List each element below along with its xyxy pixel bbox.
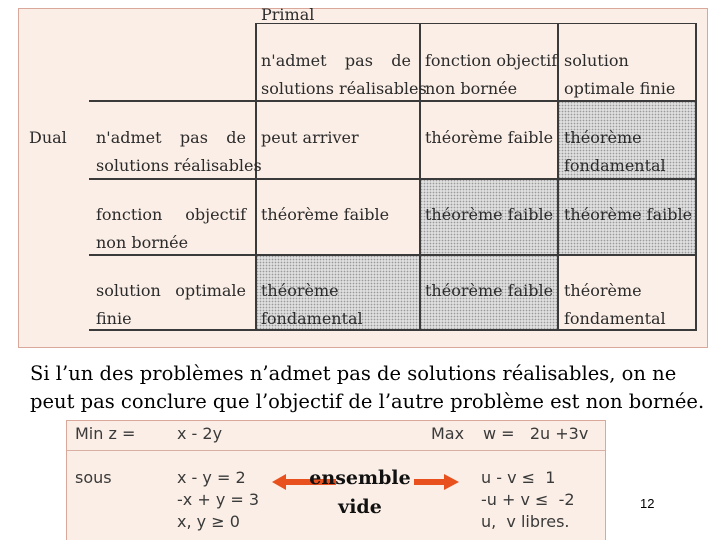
primal-constraint-3: x, y ≥ 0	[177, 512, 240, 531]
dual-row-optimal-l1: solution optimale	[96, 281, 246, 300]
min-label: Min z =	[75, 424, 136, 443]
dual-constraint-3: u, v libres.	[481, 512, 570, 531]
primal-header-unbounded-l2: non bornée	[425, 79, 518, 98]
empty-set-line-2: vide	[338, 496, 382, 518]
primal-header-infeasible-l1: n'admet pas de	[261, 51, 411, 70]
dual-row-optimal-l2: finie	[96, 309, 132, 328]
max-expression: w = 2u +3v	[483, 424, 589, 443]
cell-r2-c3: théorème faible	[564, 205, 693, 224]
example-divider	[67, 450, 605, 451]
primal-constraint-2: -x + y = 3	[177, 490, 260, 509]
primal-header-optimal-l1: solution	[564, 51, 629, 70]
cell-r1-c3-l1: théorème	[564, 128, 642, 147]
dual-constraint-1: u - v ≤ 1	[481, 468, 556, 487]
cell-r3-c3-l2: fondamental	[564, 309, 666, 328]
primal-header-unbounded-l1: fonction objectif	[425, 51, 558, 70]
empty-set-label	[300, 464, 420, 522]
arrow-right-shape	[414, 474, 459, 490]
dual-constraint-2: -u + v ≤ -2	[481, 490, 575, 509]
primal-label: Primal	[261, 5, 315, 24]
cell-r1-c1: peut arriver	[261, 128, 359, 147]
primal-dual-table	[18, 5, 708, 348]
cell-r1-c3-l2: fondamental	[564, 156, 666, 175]
cell-r3-c1-l1: théorème	[261, 281, 339, 300]
primal-header-optimal-l2: optimale finie	[564, 79, 676, 98]
dual-label: Dual	[29, 128, 67, 147]
grid-line-v3	[557, 23, 559, 331]
cell-r3-c2: théorème faible	[425, 281, 554, 300]
primal-header-infeasible-l2: solutions réalisables	[261, 79, 427, 98]
caption-text: Si l’un des problèmes n’admet pas de solutions réalisables, on ne peut pas conclure que l’objectif de l’autre problème est non bornée.	[30, 362, 705, 413]
sous-label: sous	[75, 468, 112, 487]
dual-row-infeasible-l2: solutions réalisables	[96, 156, 262, 175]
dual-row-unbounded-l2: non bornée	[96, 233, 189, 252]
empty-set-line-1: ensemble	[309, 467, 411, 489]
grid-line-h1	[256, 23, 696, 24]
cell-r3-c1-l2: fondamental	[261, 309, 363, 328]
cell-r2-c2: théorème faible	[425, 205, 554, 224]
grid-line-v2	[419, 23, 421, 331]
dual-row-infeasible-l1: n'admet pas de	[96, 128, 246, 147]
max-label: Max	[431, 424, 465, 443]
page-number: 12	[640, 496, 655, 511]
primal-constraint-1: x - y = 2	[177, 468, 246, 487]
cell-r1-c2: théorème faible	[425, 128, 554, 147]
grid-line-v4	[695, 23, 697, 331]
dual-row-unbounded-l1: fonction objectif	[96, 205, 246, 224]
cell-r3-c3-l1: théorème	[564, 281, 642, 300]
cell-r2-c1: théorème faible	[261, 205, 390, 224]
min-expression: x - 2y	[177, 424, 223, 443]
